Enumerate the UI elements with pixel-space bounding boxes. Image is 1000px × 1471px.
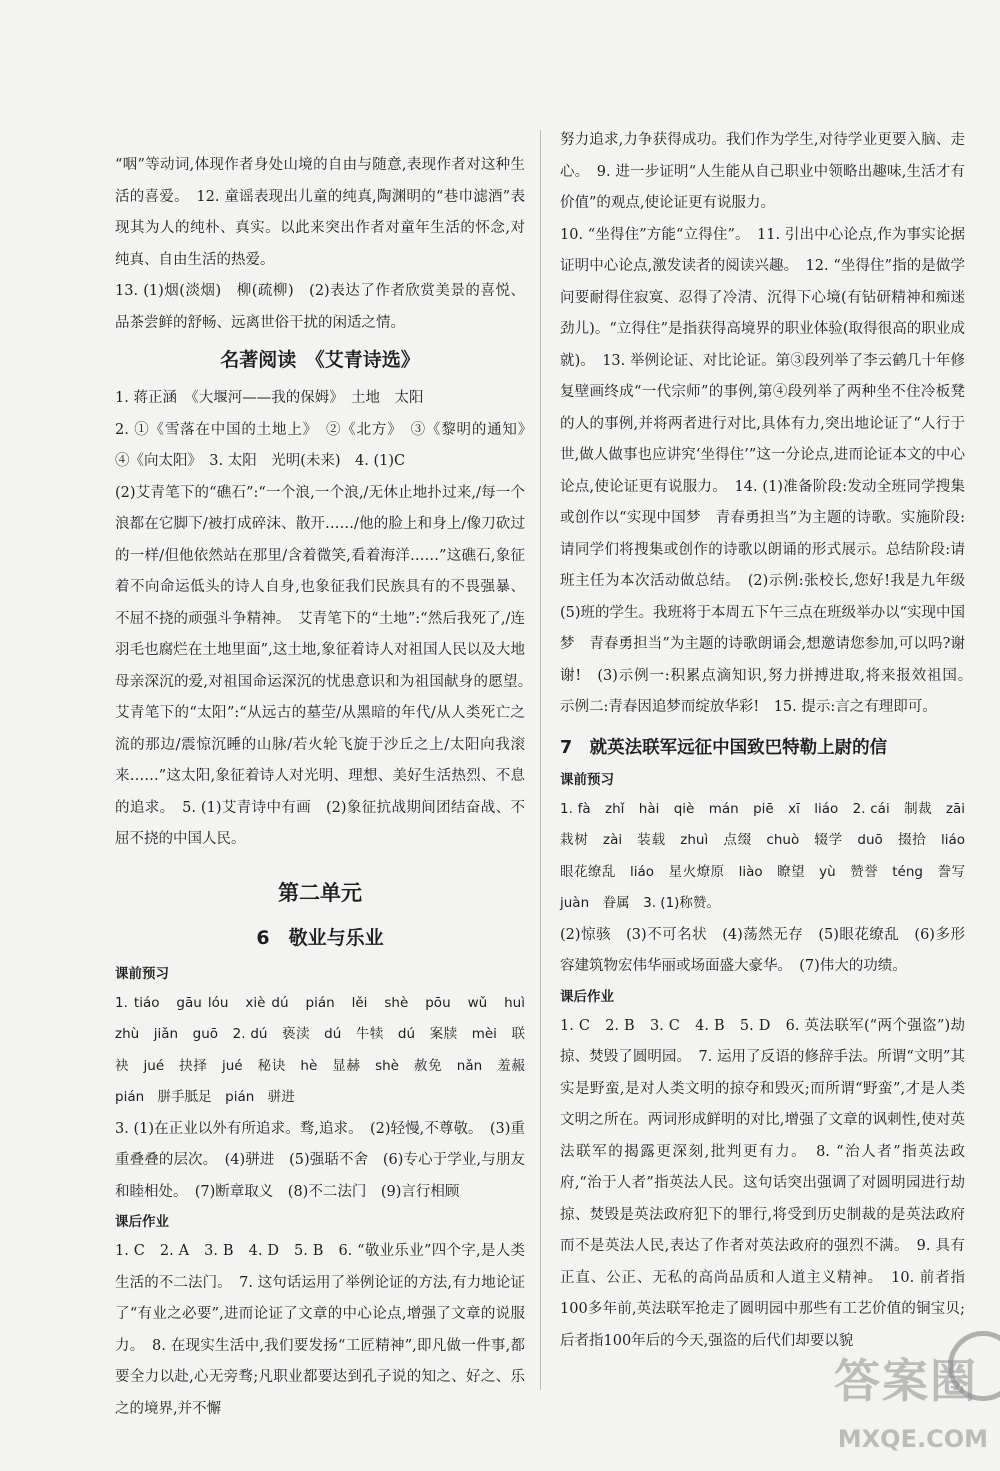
subsection-heading: 课后作业 bbox=[560, 988, 614, 1005]
lesson-title: 7 就英法联军远征中国致巴特勒上尉的信 bbox=[560, 737, 888, 758]
answer-paragraph: 1. tiáo gāu lóu xiè dú pián lěi shè pōu wǔ huì zhù jiǎn guō 2. dú 亵渎 dú 牛犊 dú 案牍 mèi 联袂 jué 抉择 jué 秘诀 hè 显赫 shè 赦免 nǎn 羞赧 pián 胼手胝足 pián 骈进 bbox=[115, 994, 539, 1105]
answer-paragraph: 1. fà zhǐ hài qiè mán piē xī liáo 2. cái 制裁 zāi 栽树 zài 装载 zhuì 点缀 chuò 辍学 duō 掇拾 liáo 眼花缭乱 liáo 星火燎原 liào 瞭望 yù 赞誉 téng 誊写 juàn 眷属 3. (1)称赞。 bbox=[560, 800, 979, 911]
unit-title: 第二单元 bbox=[278, 880, 362, 905]
answer-paragraph: 10. “坐得住”方能“立得住”。 11. 引出中心论点,作为事实论据证明中心论点,激发读者的阅读兴趣。 12. “坐得住”指的是做学问要耐得住寂寞、忍得了冷清、沉得下心境(有钻研精神和痴迷劲儿)。“立得住”是指获得高境界的职业体验(取得很高的职业成就)。 13. 举例论证、对比论证。第③段列举了李云鹤几十年修复壁画终成“一代宗师”的事例,第④段列举了两种坐不住冷板凳的人的事例,并将两者进行对比,具体有力,突出地论证了“人行于世,做人做事也应讲究‘坐得住’”这一分论点,进而论证本文的中心论点,使论证更有说服力。 14. (1)准备阶段:发动全班同学搜集或创作以“实现中国梦 青春勇担当”为主题的诗歌。实施阶段:请同学们将搜集或创作的诗歌以朗诵的形式展示。总结阶段:请班主任为本次活动做总结。 (2)示例:张校长,您好!我是九年级(5)班的学生。我班将于本周五下午三点在班级举办以“实现中国梦 青春勇担当”为主题的诗歌朗诵会,想邀请您参加,可以吗?谢谢! (3)示例一:积累点滴知识,努力拼搏进取,将来报效祖国。 示例二:青春因追梦而绽放华彩! 15. 提示:言之有理即可。 bbox=[560, 226, 980, 715]
answer-paragraph: (2)艾青笔下的“礁石”:“一个浪,一个浪,/无休止地扑过来,/每一个浪都在它脚下/被打成碎沫、散开……/他的脸上和身上/像刀砍过的一样/但他依然站在那里/含着微笑,看着海洋……”这礁石,象征着不向命运低头的诗人自身,也象征我们民族具有的不畏强暴、不屈不挠的顽强斗争精神。 艾青笔下的“土地”:“然后我死了,/连羽毛也腐烂在土地里面”,这土地,象征着诗人对祖国人民以及大地母亲深沉的爱,对祖国命运深沉的忧患意识和为祖国献身的愿望。 艾青笔下的“太阳”:“从远古的墓茔/从黑暗的年代/从人类死亡之流的那边/震惊沉睡的山脉/若火轮飞旋于沙丘之上/太阳向我滚来……”这太阳,象征着诗人对光明、理想、美好生活热烈、不息的追求。 5. (1)艾青诗中有画 (2)象征抗战期间团结奋战、不屈不挠的中国人民。 bbox=[115, 484, 540, 847]
subsection-heading: 课前预习 bbox=[115, 965, 169, 982]
right-column bbox=[560, 125, 980, 1357]
subsection-heading: 课后作业 bbox=[115, 1214, 169, 1230]
column-divider bbox=[540, 130, 541, 1390]
answer-paragraph: 3. (1)在正业以外有所追求。骛,追求。 (2)轻慢,不尊敬。 (3)重重叠叠的层次。 (4)骈进 (5)强聒不舍 (6)专心于学业,与朋友和睦相处。 (7)断章取义 (8)不二法门 (9)言行相顾 bbox=[115, 1120, 525, 1200]
watermark-url: MXQE.COM bbox=[837, 1425, 988, 1453]
watermark-logo: 答案圈 bbox=[834, 1354, 978, 1408]
answer-paragraph: 13. (1)烟(淡烟) 柳(疏柳) (2)表达了作者欣赏美景的喜悦、品茶尝鲜的舒畅、远离世俗干扰的闲适之情。 bbox=[115, 283, 525, 331]
subsection-heading: 课前预习 bbox=[560, 771, 614, 788]
answer-paragraph: 2. ①《雪落在中国的土地上》 ②《北方》 ③《黎明的通知》 ④《向太阳》 3. 太阳 光明(未来) 4. (1)C bbox=[115, 421, 540, 469]
answer-paragraph: 1. C 2. A 3. B 4. D 5. B 6. “敬业乐业”四个字,是人类生活的不二法门。 7. 这句话运用了举例论证的方法,有力地论证了“有业之必要”,进而论证了文章的中心论点,增强了文章的说服力。 8. 在现实生活中,我们要发扬“工匠精神”,即凡做一件事,都要全力以赴,心无旁骛;凡职业都要达到孔子说的知之、好之、乐之的境界,并不懈 bbox=[115, 1243, 525, 1417]
section-title: 名著阅读 《艾青诗选》 bbox=[220, 349, 420, 371]
lesson-title: 6 敬业与乐业 bbox=[256, 926, 384, 949]
answer-paragraph: “咽”等动词,体现作者身处山境的自由与随意,表现作者对这种生活的喜爱。 12. 童谣表现出儿童的纯真,陶渊明的“巷巾滤酒”表现其为人的纯朴、真实。以此来突出作者对童年生活的怀念,对纯真、自由生活的热爱。 bbox=[115, 157, 525, 268]
answer-paragraph: 努力追求,力争获得成功。我们作为学生,对待学业更要入脑、走心。 9. 进一步证明“人生能从自己职业中领略出趣味,生活才有价值”的观点,使论证更有说服力。 bbox=[560, 132, 965, 211]
answer-paragraph: 1. C 2. B 3. C 4. B 5. D 6. 英法联军(“两个强盗”)劫掠、焚毁了圆明园。 7. 运用了反语的修辞手法。所谓“文明”其实是野蛮,是对人类文明的掠夺和毁灭;而所谓“野蛮”,才是人类文明之所在。两词形成鲜明的对比,增强了文章的讽刺性,使对英法联军的揭露更深刻,批判更有力。 8. “治人者”指英法政府,“治于人者”指英法人民。这句话突出强调了对圆明园进行劫掠、焚毁是英法政府犯下的罪行,将受到历史制裁的是英法政府而不是英法人民,表达了作者对英法政府的强烈不满。 9. 具有正直、公正、无私的高尚品质和人道主义精神。 10. 前者指100多年前,英法联军抢走了圆明园中那些有工艺价值的铜宝贝;后者指100年后的今天,强盗的后代们却要以貌 bbox=[560, 1017, 965, 1349]
watermark bbox=[825, 1341, 1000, 1471]
answer-paragraph: (2)惊骇 (3)不可名状 (4)荡然无存 (5)眼花缭乱 (6)多形容建筑物宏伟华丽或场面盛大豪华。 (7)伟大的功绩。 bbox=[560, 926, 965, 974]
answer-paragraph: 1. 蒋正涵 《大堰河——我的保姆》 土地 太阳 bbox=[115, 390, 424, 406]
left-column bbox=[115, 150, 540, 1425]
